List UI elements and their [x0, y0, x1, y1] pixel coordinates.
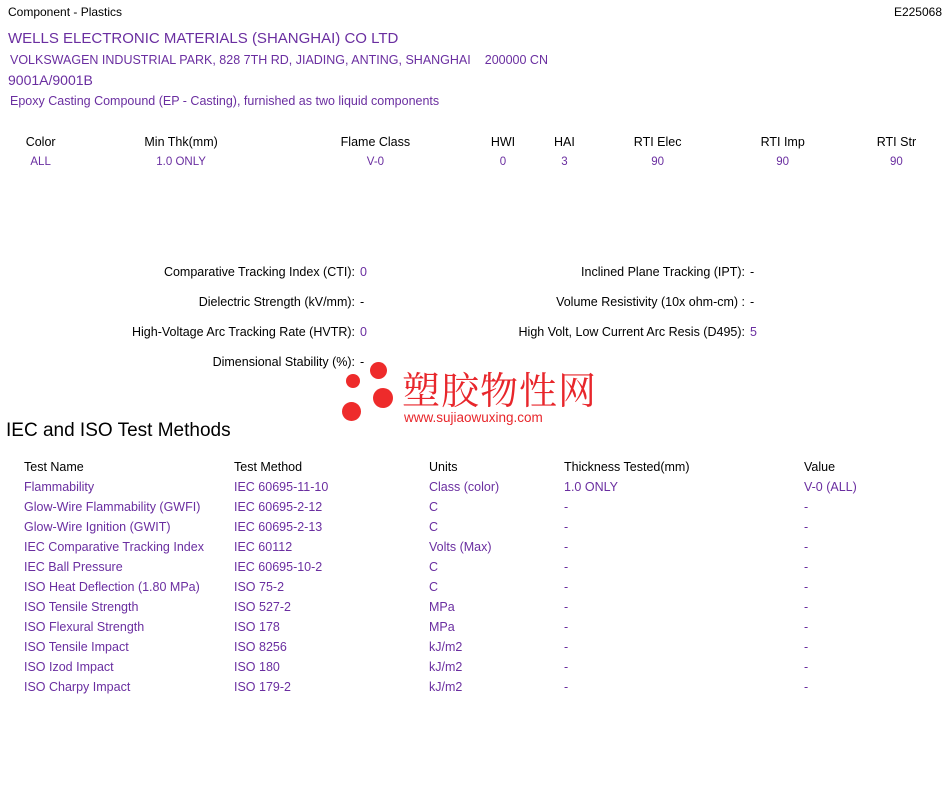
test-name-cell: ISO Flexural Strength: [24, 620, 145, 634]
test-name-cell: ISO Tensile Strength: [24, 600, 139, 614]
test-method-cell: ISO 179-2: [234, 680, 291, 694]
property-pair-row: [0, 265, 950, 295]
test-table-header-cell: Thickness Tested(mm): [564, 460, 690, 474]
properties-header-cell: HWI: [490, 135, 516, 149]
company-name: WELLS ELECTRONIC MATERIALS (SHANGHAI) CO LTD: [8, 30, 399, 47]
table-row: [24, 677, 924, 697]
properties-value-cell: 3: [561, 156, 568, 168]
test-name-cell: ISO Heat Deflection (1.80 MPa): [24, 580, 200, 594]
properties-value-cell: 90: [651, 156, 665, 168]
properties-value-row: [0, 152, 950, 172]
table-row: [24, 577, 924, 597]
test-units-cell: kJ/m2: [429, 640, 463, 654]
test-thickness-cell: -: [564, 620, 569, 634]
test-table-header-cell: Value: [804, 460, 836, 474]
table-row: [24, 597, 924, 617]
table-row: [24, 657, 924, 677]
table-row: [24, 617, 924, 637]
properties-value-cell: ALL: [30, 156, 51, 168]
test-name-cell: Glow-Wire Ignition (GWIT): [24, 520, 171, 534]
test-method-cell: ISO 178: [234, 620, 280, 634]
table-row: [24, 477, 924, 497]
properties-value-cell: V-0: [366, 156, 385, 168]
properties-header-cell: Color: [25, 135, 56, 149]
file-number-label: E225068: [893, 5, 942, 19]
test-value-cell: -: [804, 500, 809, 514]
table-row: [24, 517, 924, 537]
company-address: [10, 53, 548, 67]
model-designation: 9001A/9001B: [8, 72, 93, 88]
volume-resistivity-label: Volume Resistivity (10x ohm-cm) :: [556, 295, 745, 309]
test-units-cell: C: [429, 560, 439, 574]
test-value-cell: -: [804, 540, 809, 554]
hvtr-label: High-Voltage Arc Tracking Rate (HVTR):: [132, 325, 355, 339]
test-method-cell: IEC 60112: [234, 540, 293, 554]
properties-value-cell: 1.0 ONLY: [156, 156, 206, 168]
test-value-cell: V-0 (ALL): [804, 480, 857, 494]
test-name-cell: Flammability: [24, 480, 95, 494]
test-method-cell: ISO 527-2: [234, 600, 291, 614]
test-table-header-cell: Test Name: [24, 460, 84, 474]
test-name-cell: IEC Comparative Tracking Index: [24, 540, 204, 554]
test-thickness-cell: -: [564, 580, 569, 594]
hvtr-value: 0: [360, 325, 367, 339]
test-value-cell: -: [804, 580, 809, 594]
test-thickness-cell: -: [564, 500, 569, 514]
test-units-cell: MPa: [429, 620, 455, 634]
material-description: Epoxy Casting Compound (EP - Casting), furnished as two liquid components: [10, 94, 440, 108]
test-units-cell: kJ/m2: [429, 680, 463, 694]
property-pair-row: [0, 325, 950, 355]
properties-header-cell: RTI Str: [876, 135, 917, 149]
test-method-cell: IEC 60695-10-2: [234, 560, 323, 574]
test-method-cell: IEC 60695-2-13: [234, 520, 323, 534]
properties-header-cell: HAI: [553, 135, 575, 149]
test-units-cell: Class (color): [429, 480, 500, 494]
table-row: [24, 497, 924, 517]
test-value-cell: -: [804, 640, 809, 654]
table-row: [24, 557, 924, 577]
document-header: [0, 0, 950, 22]
properties-header-cell: RTI Elec: [633, 135, 682, 149]
test-units-cell: Volts (Max): [429, 540, 492, 554]
test-value-cell: -: [804, 660, 809, 674]
company-postal-code: 200000 CN: [484, 53, 548, 67]
test-value-cell: -: [804, 620, 809, 634]
test-method-cell: IEC 60695-11-10: [234, 480, 329, 494]
dielectric-strength-value: -: [360, 295, 365, 309]
electrical-properties-list: [0, 265, 950, 385]
test-thickness-cell: -: [564, 660, 569, 674]
properties-header-cell: Min Thk(mm): [144, 135, 218, 149]
dielectric-strength-label: Dielectric Strength (kV/mm):: [198, 295, 355, 309]
properties-value-cell: 0: [499, 156, 507, 168]
table-row: [24, 637, 924, 657]
test-methods-table: [24, 457, 924, 697]
watermark-url-text: www.sujiaowuxing.com: [404, 410, 543, 425]
property-pair-row: [0, 295, 950, 325]
test-name-cell: IEC Ball Pressure: [24, 560, 123, 574]
test-method-cell: ISO 75-2: [234, 580, 285, 594]
volume-resistivity-value: -: [750, 295, 755, 309]
table-row: [24, 537, 924, 557]
test-value-cell: -: [804, 680, 809, 694]
test-units-cell: C: [429, 520, 439, 534]
dimensional-stability-label: Dimensional Stability (%):: [212, 355, 355, 369]
test-name-cell: Glow-Wire Flammability (GWFI): [24, 500, 201, 514]
test-value-cell: -: [804, 520, 809, 534]
test-thickness-cell: -: [564, 640, 569, 654]
test-value-cell: -: [804, 600, 809, 614]
ipt-value: -: [750, 265, 755, 279]
test-table-header-cell: Units: [429, 460, 458, 474]
test-value-cell: -: [804, 560, 809, 574]
test-thickness-cell: -: [564, 520, 569, 534]
test-thickness-cell: -: [564, 680, 569, 694]
test-name-cell: ISO Izod Impact: [24, 660, 114, 674]
test-name-cell: ISO Tensile Impact: [24, 640, 129, 654]
section-title: IEC and ISO Test Methods: [6, 420, 231, 441]
test-method-cell: IEC 60695-2-12: [234, 500, 323, 514]
company-address-text: VOLKSWAGEN INDUSTRIAL PARK, 828 7TH RD, JIADING, ANTING, SHANGHAI: [10, 53, 471, 67]
properties-header-cell: Flame Class: [340, 135, 411, 149]
properties-header-row: [0, 130, 950, 152]
properties-value-cell: 90: [890, 156, 903, 168]
test-units-cell: kJ/m2: [429, 660, 463, 674]
cti-label: Comparative Tracking Index (CTI):: [163, 265, 355, 279]
test-thickness-cell: -: [564, 560, 569, 574]
properties-header-cell: RTI Imp: [760, 135, 805, 149]
test-units-cell: C: [429, 500, 439, 514]
property-pair-row: [0, 355, 950, 385]
test-units-cell: MPa: [429, 600, 455, 614]
d495-value: 5: [750, 325, 757, 339]
d495-label: High Volt, Low Current Arc Resis (D495):: [518, 325, 745, 339]
document-category-label: Component - Plastics: [8, 5, 123, 19]
watermark-chinese-text: 塑胶物性网: [402, 369, 598, 413]
test-units-cell: C: [429, 580, 439, 594]
test-table-header-cell: Test Method: [234, 460, 303, 474]
properties-value-cell: 90: [776, 156, 790, 168]
cti-value: 0: [360, 265, 367, 279]
dimensional-stability-value: -: [360, 355, 365, 369]
test-thickness-cell: 1.0 ONLY: [564, 480, 618, 494]
test-method-cell: ISO 180: [234, 660, 280, 674]
test-method-cell: ISO 8256: [234, 640, 287, 654]
properties-table: [0, 130, 950, 172]
test-name-cell: ISO Charpy Impact: [24, 680, 131, 694]
ipt-label: Inclined Plane Tracking (IPT):: [581, 265, 745, 279]
test-thickness-cell: -: [564, 540, 569, 554]
test-thickness-cell: -: [564, 600, 569, 614]
test-table-header-row: [24, 457, 924, 477]
